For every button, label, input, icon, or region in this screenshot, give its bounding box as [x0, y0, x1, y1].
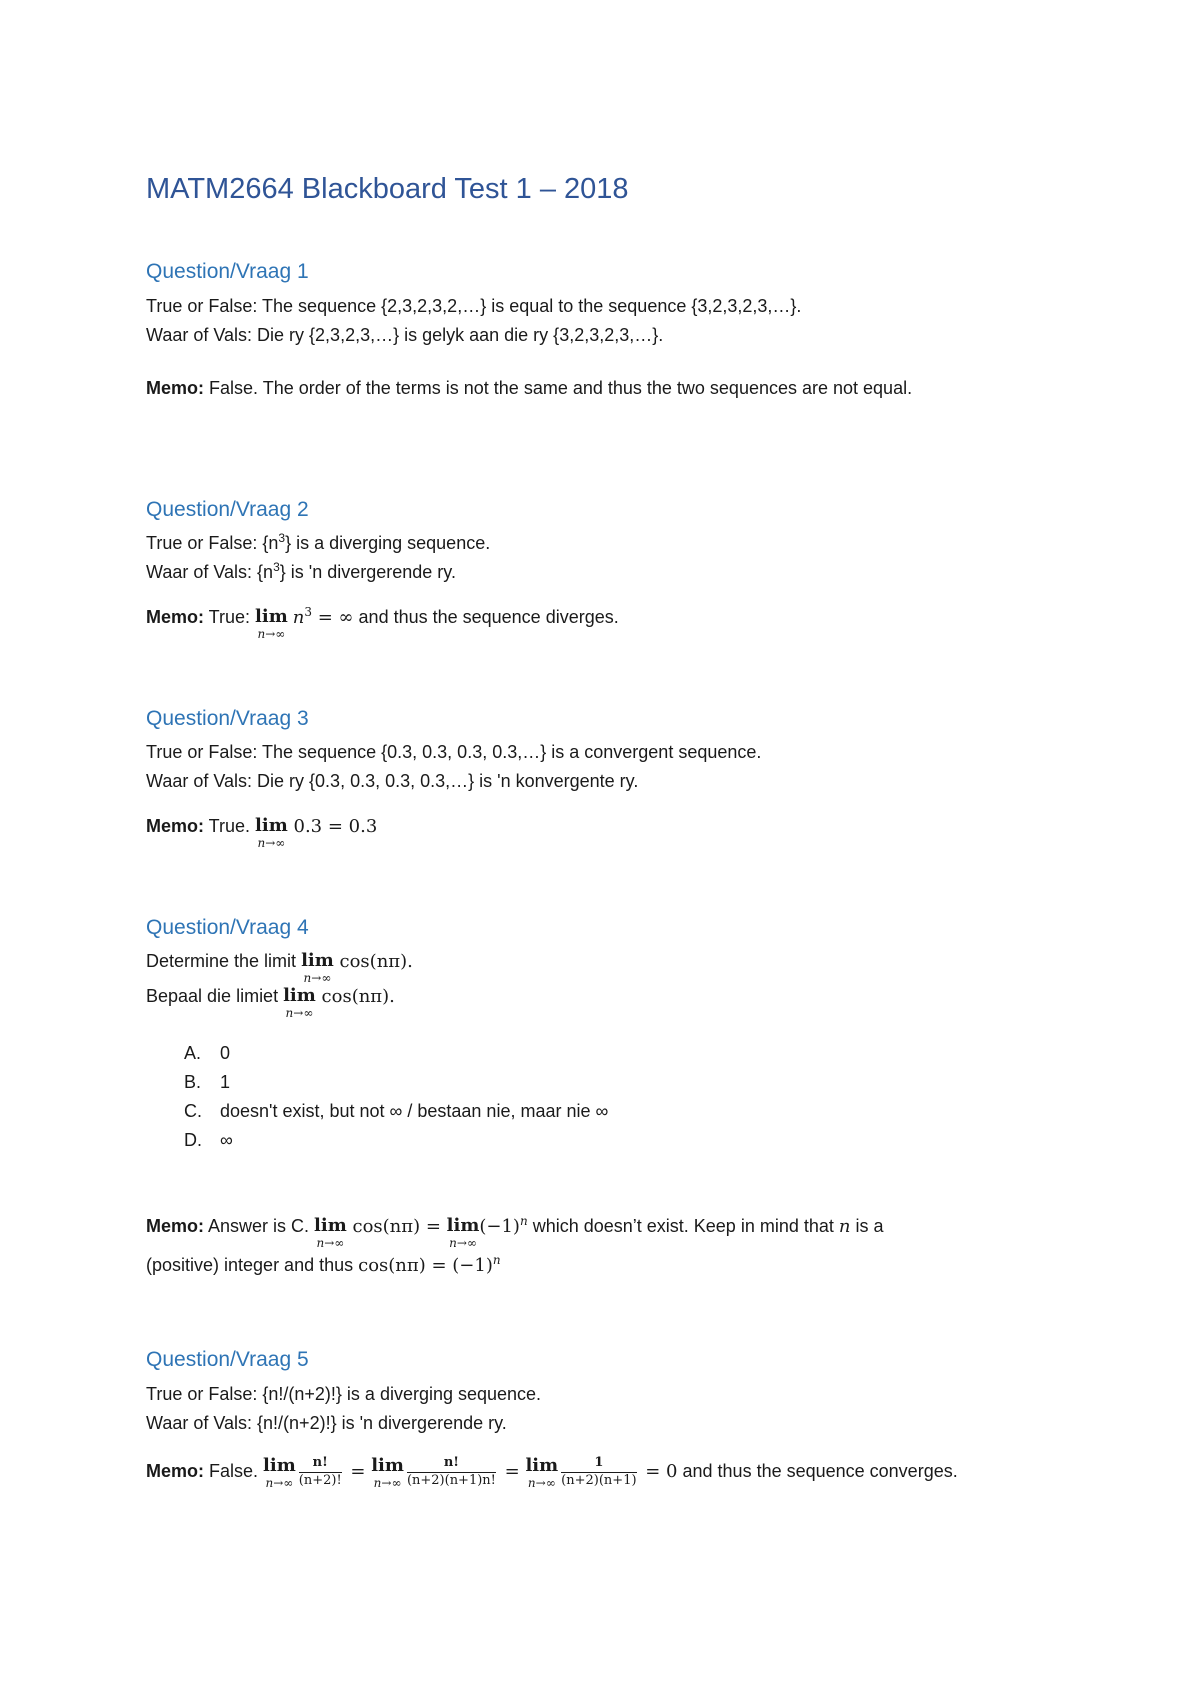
q2-af-suffix: } is 'n divergerende ry. — [279, 562, 456, 582]
equals-sign: = — [498, 1461, 526, 1483]
q4-english — [146, 951, 413, 984]
lim-subscript: n→∞ — [265, 1476, 294, 1490]
memo-label: Memo: — [146, 1216, 204, 1236]
q5-heading: Question/Vraag 5 — [146, 1348, 309, 1371]
equals-sign: = — [344, 1461, 372, 1483]
memo-label: Memo: — [146, 816, 204, 836]
q1-heading: Question/Vraag 1 — [146, 260, 309, 283]
q2-heading: Question/Vraag 2 — [146, 498, 309, 521]
fraction-numerator: n! — [407, 1456, 496, 1473]
limit-operator — [263, 1456, 296, 1489]
lim-subscript: n→∞ — [527, 1476, 556, 1490]
limit-operator — [447, 1216, 480, 1249]
q3-memo — [146, 816, 377, 849]
answer-option-c[interactable] — [184, 1101, 608, 1123]
q4-memo-power-base: (−1) — [479, 1216, 520, 1237]
q2-memo-exponent: 3 — [304, 605, 313, 619]
q4-memo-line2-exponent: n — [492, 1253, 501, 1267]
q2-memo-suffix: and thus the sequence diverges. — [353, 607, 619, 627]
fraction-denominator: (n+2)(n+1)n! — [406, 1472, 496, 1488]
lim-text: lim — [371, 1455, 404, 1476]
q3-english: True or False: The sequence {0.3, 0.3, 0.3, 0.3,…} is a convergent sequence. — [146, 742, 762, 762]
q1-english: True or False: The sequence {2,3,2,3,2,…} is equal to the sequence {3,2,3,2,3,…}. — [146, 296, 802, 316]
q4-afrikaans — [146, 986, 395, 1019]
q4-memo-line2-math: cos(nπ) = (−1) — [358, 1255, 493, 1276]
q2-en-suffix: } is a diverging sequence. — [285, 533, 491, 553]
option-label: A. — [184, 1043, 202, 1063]
q5-memo-prefix: False. — [204, 1461, 264, 1482]
answer-option-a[interactable] — [184, 1043, 230, 1065]
q4-af-expression: cos(nπ). — [315, 986, 395, 1007]
q4-memo-line2-prefix: (positive) integer and thus — [146, 1255, 359, 1275]
lim-text: lim — [255, 815, 288, 836]
lim-subscript: n→∞ — [449, 1236, 477, 1250]
limit-operator — [314, 1216, 347, 1249]
lim-text: lim — [525, 1455, 559, 1476]
q3-heading: Question/Vraag 3 — [146, 707, 309, 730]
memo-label: Memo: — [146, 378, 204, 398]
lim-text: lim — [446, 1215, 480, 1236]
lim-text: lim — [283, 985, 316, 1006]
q2-en-exponent: 3 — [278, 531, 286, 545]
q5-memo — [146, 1456, 958, 1489]
q1-afrikaans: Waar of Vals: Die ry {2,3,2,3,…} is gelyk aan die ry {3,2,3,2,3,…}. — [146, 325, 664, 345]
q2-en-prefix: True or False: {n — [146, 533, 279, 553]
lim-subscript: n→∞ — [316, 1236, 345, 1250]
option-text: 1 — [220, 1072, 231, 1092]
q4-memo-expression: cos(nπ) = — [346, 1216, 447, 1237]
fraction-denominator: (n+2)(n+1) — [561, 1472, 637, 1488]
q5-memo-suffix: and thus the sequence converges. — [677, 1461, 958, 1482]
fraction-denominator: (n+2)! — [298, 1472, 342, 1488]
q1-memo-text: False. The order of the terms is not the same and thus the two sequences are not equal. — [204, 378, 913, 398]
q3-memo-math: 0.3 = 0.3 — [287, 816, 378, 837]
memo-label: Memo: — [146, 607, 204, 627]
fraction-numerator: 1 — [561, 1456, 636, 1473]
q4-af-prefix: Bepaal die limiet — [146, 986, 284, 1006]
limit-operator — [371, 1456, 404, 1489]
q4-en-prefix: Determine the limit — [146, 951, 302, 971]
q5-english: True or False: {n!/(n+2)!} is a diverging sequence. — [146, 1384, 542, 1404]
fraction-2 — [407, 1456, 496, 1489]
q3-afrikaans: Waar of Vals: Die ry {0.3, 0.3, 0.3, 0.3,…} is 'n konvergente ry. — [146, 771, 639, 791]
lim-subscript: n→∞ — [257, 627, 286, 641]
q4-memo — [146, 1216, 883, 1249]
lim-subscript: n→∞ — [257, 836, 286, 850]
limit-operator — [525, 1456, 558, 1489]
q1-memo — [146, 378, 912, 400]
lim-text: lim — [263, 1455, 296, 1476]
q3-memo-prefix: True. — [204, 816, 256, 836]
q4-memo-line2 — [146, 1255, 501, 1277]
answer-option-d[interactable] — [184, 1130, 233, 1152]
fraction-3 — [561, 1456, 636, 1489]
q4-heading: Question/Vraag 4 — [146, 916, 309, 939]
q2-afrikaans — [146, 562, 456, 584]
q5-afrikaans: Waar of Vals: {n!/(n+2)!} is 'n divergerende ry. — [146, 1413, 507, 1433]
answer-option-b[interactable] — [184, 1072, 230, 1094]
option-label: C. — [184, 1101, 202, 1121]
q4-memo-exponent: n — [519, 1214, 528, 1228]
q4-en-expression: cos(nπ). — [333, 951, 413, 972]
q4-memo-prefix: Answer is C. — [204, 1216, 315, 1236]
q2-memo — [146, 607, 619, 640]
lim-text: lim — [255, 606, 288, 627]
q5-memo-result: = 0 — [639, 1461, 678, 1483]
q4-memo-variable: n — [838, 1216, 851, 1237]
q2-memo-math: n — [292, 607, 305, 628]
q2-memo-prefix: True: — [204, 607, 256, 627]
q2-af-prefix: Waar of Vals: {n — [146, 562, 274, 582]
fraction-1 — [299, 1456, 342, 1489]
page-title: MATM2664 Blackboard Test 1 – 2018 — [146, 173, 629, 205]
lim-subscript: n→∞ — [285, 1006, 314, 1020]
q4-memo-middle: which doesn’t exist. Keep in mind that — [527, 1216, 839, 1236]
lim-subscript: n→∞ — [303, 971, 332, 985]
limit-operator — [255, 816, 288, 849]
option-text: 0 — [220, 1043, 231, 1063]
q2-memo-equals: = ∞ — [312, 607, 354, 628]
limit-operator — [283, 986, 316, 1019]
q2-af-exponent: 3 — [273, 560, 280, 574]
lim-text: lim — [314, 1215, 347, 1236]
option-text: ∞ — [220, 1130, 233, 1150]
fraction-numerator: n! — [299, 1456, 342, 1473]
lim-subscript: n→∞ — [373, 1476, 402, 1490]
limit-operator — [255, 607, 288, 640]
option-label: B. — [184, 1072, 202, 1092]
option-text: doesn't exist, but not ∞ / bestaan nie, maar nie ∞ — [220, 1101, 609, 1121]
memo-label: Memo: — [146, 1461, 204, 1482]
limit-operator — [301, 951, 334, 984]
option-label: D. — [184, 1130, 202, 1150]
q2-english — [146, 533, 490, 555]
lim-text: lim — [301, 950, 334, 971]
q4-memo-end: is a — [850, 1216, 884, 1236]
